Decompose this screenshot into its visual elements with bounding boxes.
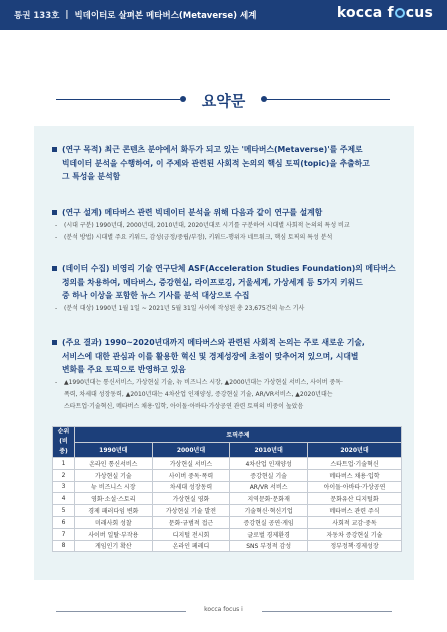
topic-cell: 디지털 전시회	[152, 528, 230, 540]
topic-cell: 온라인 페레디	[152, 540, 230, 552]
section-heading: (데이터 수집) 비영리 기술 연구단체 ASF(Acceleration Studies Foundation)의 메타버스 정의를 차용하여, 메타버스, 증강현실, 라이프로깅, 거울세계, 가상세계 등 5가지 키워드 중 하나 이상을 포함한 뉴스 기사를 분석 대상으로 수집	[52, 262, 402, 303]
section-design	[52, 206, 402, 244]
footer-rule-right	[262, 611, 392, 612]
topic-cell: 경제 패러다임 변화	[75, 505, 153, 517]
topic-cell: SNS 부정적 감성	[230, 540, 308, 552]
rank-cell: 6	[53, 516, 75, 528]
topic-cell: 자동차 증강현실 기술	[307, 528, 401, 540]
topic-cell: 가상현실 기술	[75, 469, 153, 481]
topic-cell: 아이돌·아바타·가상공연	[307, 481, 401, 493]
column-header-2020s: 2020년대	[307, 442, 401, 458]
topic-cell: 온라인 통신서비스	[75, 458, 153, 470]
topic-cell: 기술혁신·혁신기업	[230, 505, 308, 517]
section-heading: (연구 설계) 메타버스 관련 빅데이터 분석을 위해 다음과 같이 연구를 설계함	[52, 206, 402, 220]
header-separator: |	[65, 10, 69, 20]
section-results	[52, 336, 402, 413]
topic-cell: 게임인기 확산	[75, 540, 153, 552]
summary-title: 요약문	[201, 92, 246, 110]
topic-cell: 영화·소설·스토리	[75, 493, 153, 505]
table-row	[53, 469, 402, 481]
square-bullet-icon	[52, 147, 57, 152]
table-row	[53, 540, 402, 552]
topic-cell: 메타버스 채용·입학	[307, 469, 401, 481]
topic-cell: AR/VR 서비스	[230, 481, 308, 493]
rank-cell: 7	[53, 528, 75, 540]
footer-brand: kocca focus i	[204, 606, 243, 613]
topic-cell: 문화유산 디지털화	[307, 493, 401, 505]
topic-cell: 4차산업 인재양성	[230, 458, 308, 470]
topic-cell: 차세대 성장동력	[152, 481, 230, 493]
title-rule-right	[266, 99, 390, 100]
table-row	[53, 458, 402, 470]
square-bullet-icon	[52, 210, 57, 215]
topic-cell: 사이버 중독·폭력	[152, 469, 230, 481]
issue-number: 통권 133호	[14, 11, 60, 21]
topic-cell: 가상현실 서비스	[152, 458, 230, 470]
table-row	[53, 516, 402, 528]
topic-table	[52, 426, 402, 552]
topic-cell: 정부정책·경제성장	[307, 540, 401, 552]
brand-logo: kocca f cus	[336, 5, 433, 21]
square-bullet-icon	[52, 340, 57, 345]
list-item: - ▲1990년대는 통신서비스, 가상현실 기술, 뉴 비즈니스 시장, ▲2000년대는 가상현실 서비스, 사이버 중독· 폭력, 차세대 성장동력, ▲2010년대는 4차산업 인재양성, 증강현실 기술, AR/VR서비스, ▲2020년대는 스타트업·기술혁신, 메타버스 채용·입학, 아이돌·아바타·가상공연 관련 토픽의 비중이 높았음	[55, 378, 343, 410]
topic-cell: 뉴 비즈니스 시장	[75, 481, 153, 493]
rank-header: 순위 (비중)	[53, 427, 75, 458]
topic-cell: 가상현실 영화	[152, 493, 230, 505]
topic-cell: 미래사회 성찰	[75, 516, 153, 528]
section-heading: (주요 결과) 1990~2020년대까지 메타버스와 관련된 사회적 논의는 주로 새로운 기술, 서비스에 대한 관심과 이를 활용한 혁신 및 경제성장에 초점이 맞추어져 있으며, 시대별 변화를 주요 토픽으로 반영하고 있음	[52, 336, 402, 377]
rank-cell: 2	[53, 469, 75, 481]
rank-cell: 8	[53, 540, 75, 552]
logo-ring-icon	[395, 8, 405, 18]
topic-cell: 가상현실 기술 발전	[152, 505, 230, 517]
rank-cell: 1	[53, 458, 75, 470]
square-bullet-icon	[52, 266, 57, 271]
table-row	[53, 528, 402, 540]
list-item: - (분석 방법) 시대별 주요 키워드, 감성(긍정/중립/부정), 키워드-행위자 네트워크, 핵심 토픽의 특성 분석	[55, 233, 333, 241]
table-row	[53, 505, 402, 517]
topic-cell: 증강현실 공연·게임	[230, 516, 308, 528]
rank-cell: 5	[53, 505, 75, 517]
rank-cell: 4	[53, 493, 75, 505]
list-item: - (분석 대상) 1990년 1월 1일 ~ 2021년 5월 31일 사이에 작성된 총 23,675건의 뉴스 기사	[55, 304, 305, 312]
topic-group-header: 토픽주제	[75, 427, 402, 443]
topic-cell: 스타트업·기술혁신	[307, 458, 401, 470]
topic-cell: 문화·규범적 접근	[152, 516, 230, 528]
section-purpose	[52, 143, 402, 184]
table-row	[53, 481, 402, 493]
list-item: - (시대 구분) 1990년대, 2000년대, 2010년대, 2020년대로 시기를 구분하여 시대별 사회적 논의의 특성 비교	[55, 221, 350, 229]
report-title: 빅데이터로 살펴본 메타버스(Metaverse) 세계	[74, 11, 257, 21]
header-bar	[0, 0, 447, 30]
section-heading: (연구 목적) 최근 콘텐츠 분야에서 화두가 되고 있는 '메타버스(Metaverse)'를 주제로 빅데이터 분석을 수행하여, 이 주제와 관련된 사회적 논의의 핵심 토픽(topic)을 추출하고 그 특성을 분석함	[52, 143, 402, 184]
topic-cell: 지역문화·문화재	[230, 493, 308, 505]
topic-cell: 글로벌 경제환경	[230, 528, 308, 540]
rank-cell: 3	[53, 481, 75, 493]
topic-cell: 메타버스 관련 주식	[307, 505, 401, 517]
column-header-1990s: 1990년대	[75, 442, 153, 458]
topic-cell: 사회적 교감·중독	[307, 516, 401, 528]
column-header-2000s: 2000년대	[152, 442, 230, 458]
topic-cell: 증강현실 기술	[230, 469, 308, 481]
section-data-collection	[52, 262, 402, 315]
topic-cell: 사이버 일탈·부작용	[75, 528, 153, 540]
table-row	[53, 493, 402, 505]
column-header-2010s: 2010년대	[230, 442, 308, 458]
